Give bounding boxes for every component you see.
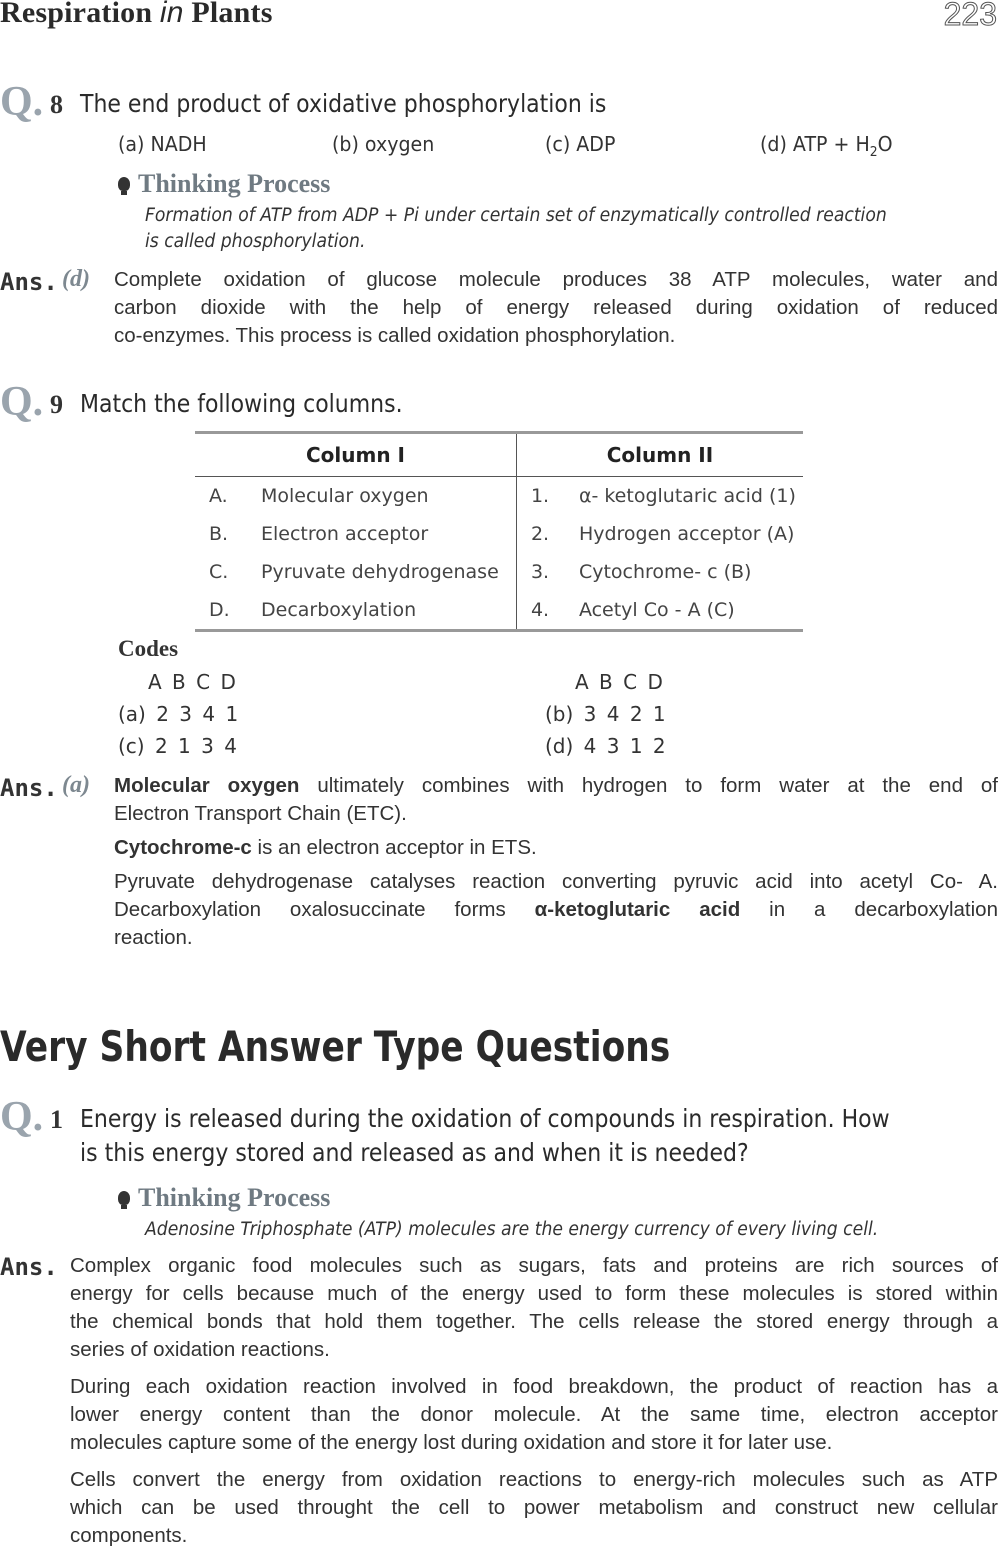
- answer-line: During each oxidation reaction involved in food breakdown, the product of reaction has a: [70, 1375, 998, 1398]
- option-c: (c) ADP: [545, 132, 616, 156]
- answer-line: energy for cells because much of the energy used to form these molecules is stored within: [70, 1282, 998, 1305]
- question-number: 8: [50, 90, 63, 119]
- code-option-b: (b) 3 4 2 1: [545, 702, 666, 726]
- table-row: [195, 591, 803, 629]
- option-b: (b) oxygen: [332, 132, 435, 156]
- option-d-prefix: (d) ATP + H: [760, 132, 870, 156]
- question-number: 9: [50, 390, 63, 419]
- table-cell: A.: [209, 485, 228, 507]
- match-table: [195, 434, 803, 629]
- answer-line: series of oxidation reactions.: [70, 1338, 330, 1361]
- thinking-process-heading: [118, 169, 330, 199]
- answer-line: the chemical bonds that hold them together. The cells release the stored energy through a: [70, 1310, 998, 1333]
- answer-line: components.: [70, 1524, 188, 1547]
- answer-text: [70, 1252, 998, 1550]
- answer-span: is an electron acceptor in ETS.: [251, 836, 537, 859]
- table-cell: 3.: [530, 561, 550, 583]
- codes-heading: Codes: [118, 636, 179, 661]
- table-cell: 2.: [530, 523, 550, 545]
- column-1-header: Column I: [195, 434, 516, 477]
- section-title: Very Short Answer Type Questions: [0, 1022, 671, 1071]
- header-title-in: in: [159, 0, 184, 29]
- option-a: (a) NADH: [118, 132, 207, 156]
- table-cell: Pyruvate dehydrogenase: [260, 553, 516, 591]
- codes-header-left: A B C D: [148, 670, 236, 694]
- thinking-process-title: Thinking Process: [138, 1183, 331, 1212]
- table-cell: Decarboxylation: [260, 591, 516, 629]
- answer-line: [114, 896, 998, 924]
- answer-bold-term: Molecular oxygen: [114, 774, 300, 797]
- thinking-process-line2: is called phosphorylation.: [145, 231, 366, 252]
- table-cell: Molecular oxygen: [260, 477, 516, 516]
- answer-line: carbon dioxide with the help of energy released during oxidation of reduced: [114, 296, 998, 319]
- answer-span: in a decarboxylation: [740, 898, 998, 921]
- thinking-process-heading: [118, 1183, 330, 1213]
- answer-text: [114, 266, 998, 350]
- answer-text: [114, 772, 998, 952]
- answer-label: Ans.: [0, 268, 58, 296]
- column-2-header: Column II: [516, 434, 803, 477]
- question-marker: Q.: [0, 79, 44, 125]
- answer-line: reaction.: [114, 926, 193, 949]
- thinking-process-line1: Formation of ATP from ADP + Pi under certain set of enzymatically controlled reaction: [145, 205, 887, 226]
- answer-line: Cells convert the energy from oxidation reactions to energy-rich molecules such as ATP: [70, 1468, 998, 1491]
- table-cell: Cytochrome- c (B): [578, 561, 752, 583]
- table-cell: 1.: [530, 485, 550, 507]
- table-cell: α- ketoglutaric acid (1): [578, 485, 796, 507]
- answer-line: Electron Transport Chain (ETC).: [114, 802, 407, 825]
- answer-letter: (d): [62, 266, 90, 292]
- question-number: 1: [50, 1105, 63, 1134]
- codes-header-right: A B C D: [575, 670, 663, 694]
- table-cell: 4.: [530, 599, 550, 621]
- answer-line: [114, 834, 998, 862]
- answer-line: Complex organic food molecules such as sugars, fats and proteins are rich sources of: [70, 1254, 998, 1277]
- answer-line: Complete oxidation of glucose molecule produces 38 ATP molecules, water and: [114, 268, 998, 291]
- thinking-process-line1: Adenosine Triphosphate (ATP) molecules are the energy currency of every living cell.: [145, 1219, 879, 1240]
- answer-label: Ans.: [0, 774, 58, 802]
- answer-letter: (a): [62, 772, 90, 798]
- code-option-d: (d) 4 3 1 2: [545, 734, 666, 758]
- question-marker: Q.: [0, 379, 44, 425]
- table-row: [195, 477, 803, 516]
- table-cell: Acetyl Co - A (C): [578, 599, 735, 621]
- answer-line: Pyruvate dehydrogenase catalyses reaction converting pyruvic acid into acetyl Co- A.: [114, 870, 998, 893]
- table-row: [195, 515, 803, 553]
- answer-line: which can be used throught the cell to power metabolism and construct new cellular: [70, 1496, 998, 1519]
- option-d-suffix: O: [877, 132, 893, 156]
- thinking-process-title: Thinking Process: [138, 169, 331, 198]
- answer-span: ultimately combines with hydrogen to form water at the end of: [299, 774, 999, 797]
- table-cell: Electron acceptor: [260, 515, 516, 553]
- table-cell: C.: [209, 561, 229, 583]
- header-title-part1: Respiration: [0, 0, 160, 29]
- answer-span: Decarboxylation oxalosuccinate forms: [114, 898, 535, 921]
- question-marker: Q.: [0, 1094, 44, 1140]
- answer-label: Ans.: [0, 1253, 58, 1281]
- table-row: [195, 553, 803, 591]
- answer-line: molecules capture some of the energy lost during oxidation and store it for later use.: [70, 1431, 833, 1454]
- answer-line: lower energy content than the donor molecule. At the same time, electron acceptor: [70, 1403, 998, 1426]
- question-text-line2: is this energy stored and released as and when it is needed?: [80, 1138, 749, 1167]
- question-text-line1: Energy is released during the oxidation of compounds in respiration. How: [80, 1104, 890, 1133]
- match-table-wrapper: [195, 431, 803, 632]
- question-text: The end product of oxidative phosphorylation is: [80, 89, 607, 118]
- answer-line: [114, 772, 998, 800]
- header-title-part2: Plants: [183, 0, 273, 29]
- table-cell: Hydrogen acceptor (A): [578, 523, 795, 545]
- question-text: Match the following columns.: [80, 389, 403, 418]
- lightbulb-icon: [118, 1191, 130, 1205]
- code-option-a: (a) 2 3 4 1: [118, 702, 239, 726]
- code-option-c: (c) 2 1 3 4: [118, 734, 237, 758]
- answer-line: co-enzymes. This process is called oxidation phosphorylation.: [114, 324, 676, 347]
- option-d: [760, 132, 893, 160]
- lightbulb-icon: [118, 177, 130, 191]
- page-header-title: [0, 0, 273, 30]
- table-cell: B.: [209, 523, 229, 545]
- answer-bold-term: Cytochrome-c: [114, 836, 252, 859]
- page-number: 223: [943, 0, 997, 32]
- option-d-subscript: 2: [869, 145, 878, 160]
- answer-bold-term: α-ketoglutaric acid: [534, 898, 741, 921]
- table-cell: D.: [209, 599, 230, 621]
